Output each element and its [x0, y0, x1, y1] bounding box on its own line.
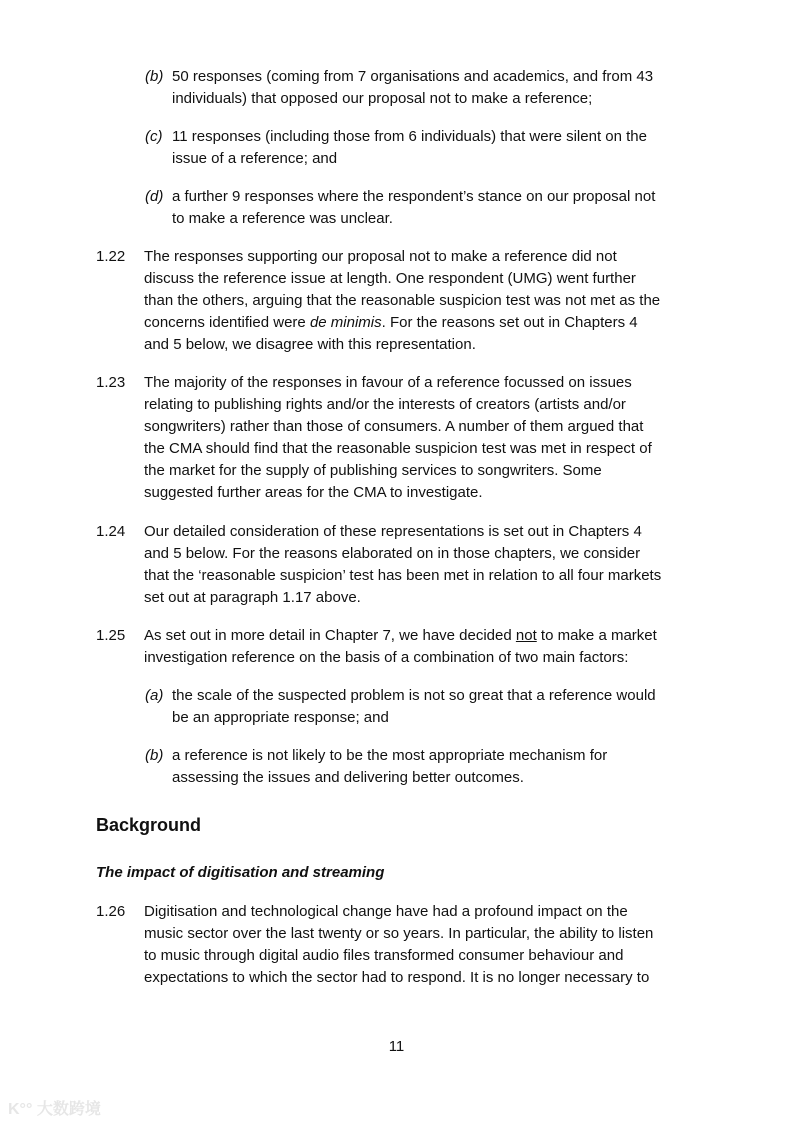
text: concerns identified were — [144, 314, 310, 331]
paragraph-number: 1.23 — [96, 374, 126, 391]
underlined-word: not — [515, 627, 537, 644]
subsection-heading: The impact of digitisation and streaming — [96, 864, 385, 881]
item-label: (c) — [145, 128, 163, 145]
text-line: be an appropriate response; and — [172, 709, 389, 726]
item-label: (b) — [145, 747, 164, 764]
watermark-icon: K°° — [8, 1101, 33, 1118]
text-line: a further 9 responses where the respondent’s stance on our proposal not — [172, 188, 656, 205]
text-line: to music through digital audio files transformed consumer behaviour and — [144, 947, 624, 964]
text-line: The responses supporting our proposal not to make a reference did not — [144, 248, 617, 265]
text-line: 11 responses (including those from 6 individuals) that were silent on the — [172, 128, 647, 145]
watermark-text: 大数跨境 — [36, 1101, 101, 1118]
item-label: (d) — [145, 188, 164, 205]
text: . For the reasons set out in Chapters 4 — [381, 314, 638, 331]
text-line: and 5 below. For the reasons elaborated on in those chapters, we consider — [144, 545, 641, 562]
paragraph-number: 1.24 — [96, 523, 126, 540]
text-line: The majority of the responses in favour of a reference focussed on issues — [144, 374, 632, 391]
paragraph-number: 1.26 — [96, 903, 126, 920]
text-line — [144, 625, 657, 647]
text-line: investigation reference on the basis of a combination of two main factors: — [144, 649, 629, 666]
text-line: relating to publishing rights and/or the interests of creators (artists and/or — [144, 396, 626, 413]
text-line: Our detailed consideration of these representations is set out in Chapters 4 — [144, 523, 642, 540]
text-line — [144, 312, 660, 334]
text-line: expectations to which the sector had to respond. It is no longer necessary to — [144, 969, 650, 986]
paragraph-number: 1.25 — [96, 627, 126, 644]
text-line: and 5 below, we disagree with this representation. — [144, 336, 476, 353]
text: to make a market — [536, 627, 657, 644]
text-line: that the ‘reasonable suspicion’ test has been met in relation to all four markets — [144, 567, 662, 584]
text-line: than the others, arguing that the reasonable suspicion test was not met as the — [144, 292, 661, 309]
watermark-logo — [8, 1096, 101, 1119]
text-line: suggested further areas for the CMA to investigate. — [144, 484, 483, 501]
paragraph-number: 1.22 — [96, 248, 126, 265]
text-line: issue of a reference; and — [172, 150, 338, 167]
page-number: 11 — [388, 1038, 405, 1055]
text-line: to make a reference was unclear. — [172, 210, 393, 227]
italic-term: de minimis — [309, 314, 382, 331]
text-line: 50 responses (coming from 7 organisations and academics, and from 43 — [172, 68, 654, 85]
text-line: music sector over the last twenty or so years. In particular, the ability to listen — [144, 925, 654, 942]
text-line: Digitisation and technological change have had a profound impact on the — [144, 903, 628, 920]
text-line: set out at paragraph 1.17 above. — [144, 589, 361, 606]
text-line: the CMA should find that the reasonable suspicion test was met in respect of — [144, 440, 652, 457]
text-line: songwriters) rather than those of consumers. A number of them argued that — [144, 418, 644, 435]
item-label: (b) — [145, 68, 164, 85]
text-line: discuss the reference issue at length. One respondent (UMG) went further — [144, 270, 636, 287]
item-label: (a) — [145, 687, 164, 704]
text-line: the market for the supply of publishing services to songwriters. Some — [144, 462, 602, 479]
text-line: assessing the issues and delivering better outcomes. — [172, 769, 524, 786]
text: As set out in more detail in Chapter 7, we have decided — [144, 627, 516, 644]
text-line: a reference is not likely to be the most appropriate mechanism for — [172, 747, 608, 764]
section-heading: Background — [96, 815, 202, 835]
text-line: individuals) that opposed our proposal not to make a reference; — [172, 90, 593, 107]
text-line: the scale of the suspected problem is not so great that a reference would — [172, 687, 656, 704]
